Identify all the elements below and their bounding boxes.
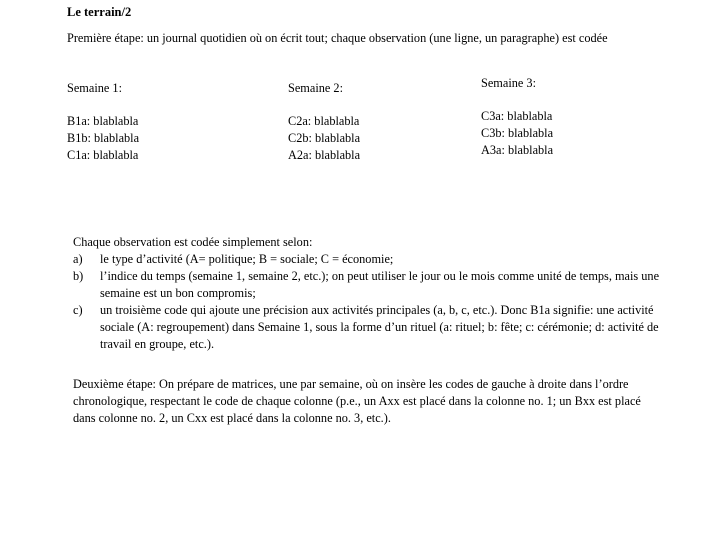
list-item-text: un troisième code qui ajoute une précision aux activités principales (a, b, c, etc.). Donc B1a signifie: une activité sociale (A: regroupement) dans Semaine 1, sous la forme d’un rituel (a: rituel; b: fête; c: cérémonie; d: activité de travail en groupe, etc.).: [100, 303, 659, 351]
page-title: Le terrain/2: [67, 5, 132, 19]
list-item-text: le type d’activité (A= politique; B = sociale; C = économie;: [100, 252, 394, 266]
week-codes-1: [67, 113, 139, 164]
week-column-2: [288, 80, 360, 164]
week-codes-2: [288, 113, 360, 164]
coding-item-b: [73, 268, 673, 302]
list-marker: c): [73, 303, 83, 317]
code-entry: C2a: blablabla: [288, 114, 360, 128]
week-label-3: Semaine 3:: [481, 76, 536, 90]
code-entry: A2a: blablabla: [288, 148, 361, 162]
step1-paragraph: Première étape: un journal quotidien où on écrit tout; chaque observation (une ligne, un paragraphe) est codée: [67, 31, 608, 45]
week-column-3: [481, 75, 553, 159]
week-label-2: Semaine 2:: [288, 81, 343, 95]
week-label-1: Semaine 1:: [67, 81, 122, 95]
code-entry: C3a: blablabla: [481, 109, 553, 123]
code-entry: B1b: blablabla: [67, 131, 140, 145]
coding-item-c: [73, 302, 673, 353]
code-entry: C2b: blablabla: [288, 131, 361, 145]
list-item-text: l’indice du temps (semaine 1, semaine 2, etc.); on peut utiliser le jour ou le mois comme unité de temps, mais une semaine est un bon compromis;: [100, 269, 660, 300]
code-entry: C3b: blablabla: [481, 126, 554, 140]
list-marker: b): [73, 269, 84, 283]
coding-intro: Chaque observation est codée simplement selon:: [73, 235, 313, 249]
code-entry: C1a: blablabla: [67, 148, 139, 162]
list-marker: a): [73, 252, 83, 266]
week-column-1: [67, 80, 139, 164]
coding-explanation: [73, 234, 673, 353]
code-entry: A3a: blablabla: [481, 143, 554, 157]
coding-list: [73, 251, 673, 353]
step2-paragraph: Deuxième étape: On prépare de matrices, une par semaine, où on insère les codes de gauche à droite dans l’ordre chronologique, respectant le code de chaque colonne (p.e., un Axx est placé dans la colonne no. 1; un Bxx est placé dans colonne no. 2, un Cxx est placé dans la colonne no. 3, etc.).: [73, 377, 641, 425]
coding-item-a: [73, 251, 673, 268]
code-entry: B1a: blablabla: [67, 114, 139, 128]
week-codes-3: [481, 108, 553, 159]
